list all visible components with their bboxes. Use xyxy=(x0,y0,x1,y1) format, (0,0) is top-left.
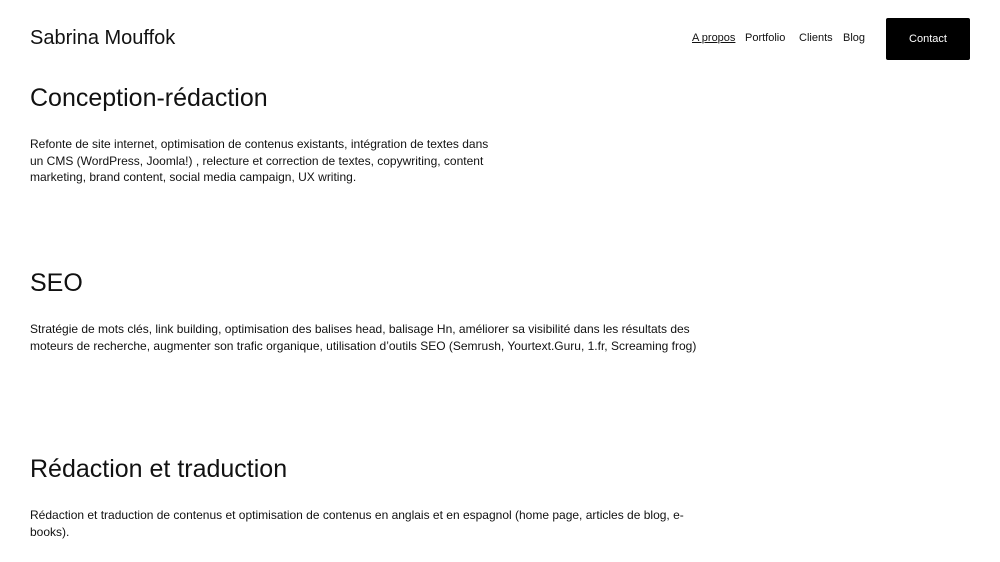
contact-button[interactable]: Contact xyxy=(886,18,970,60)
section-body: Refonte de site internet, optimisation de contenus existants, intégration de textes dans un CMS (WordPress, Joomla!) , relecture et correction de textes, copywriting, content marketing, brand content, social media campaign, UX writing. xyxy=(30,137,489,184)
site-title[interactable]: Sabrina Mouffok xyxy=(30,27,176,49)
nav-link-clients[interactable]: Clients xyxy=(799,32,833,44)
site-header xyxy=(0,0,1000,78)
section-title: Rédaction et traduction xyxy=(30,455,288,483)
section-conception-redaction xyxy=(30,83,490,186)
section-title: SEO xyxy=(30,269,83,297)
section-seo xyxy=(30,268,720,354)
section-title: Conception-rédaction xyxy=(30,84,268,112)
nav-link-about[interactable]: A propos xyxy=(692,32,736,44)
section-body: Rédaction et traduction de contenus et optimisation de contenus en anglais et en espagnol (home page, articles de blog, e-books). xyxy=(30,508,684,539)
section-body: Stratégie de mots clés, link building, optimisation des balises head, balisage Hn, améliorer sa visibilité dans les résultats des moteurs de recherche, augmenter son trafic organique, utilisation d’outils SEO (Semrush, Yourtext.Guru, 1.fr, Screaming frog) xyxy=(30,322,697,353)
nav-link-blog[interactable]: Blog xyxy=(843,32,866,44)
nav-link-portfolio[interactable]: Portfolio xyxy=(745,32,786,44)
section-redaction-traduction xyxy=(30,454,720,540)
